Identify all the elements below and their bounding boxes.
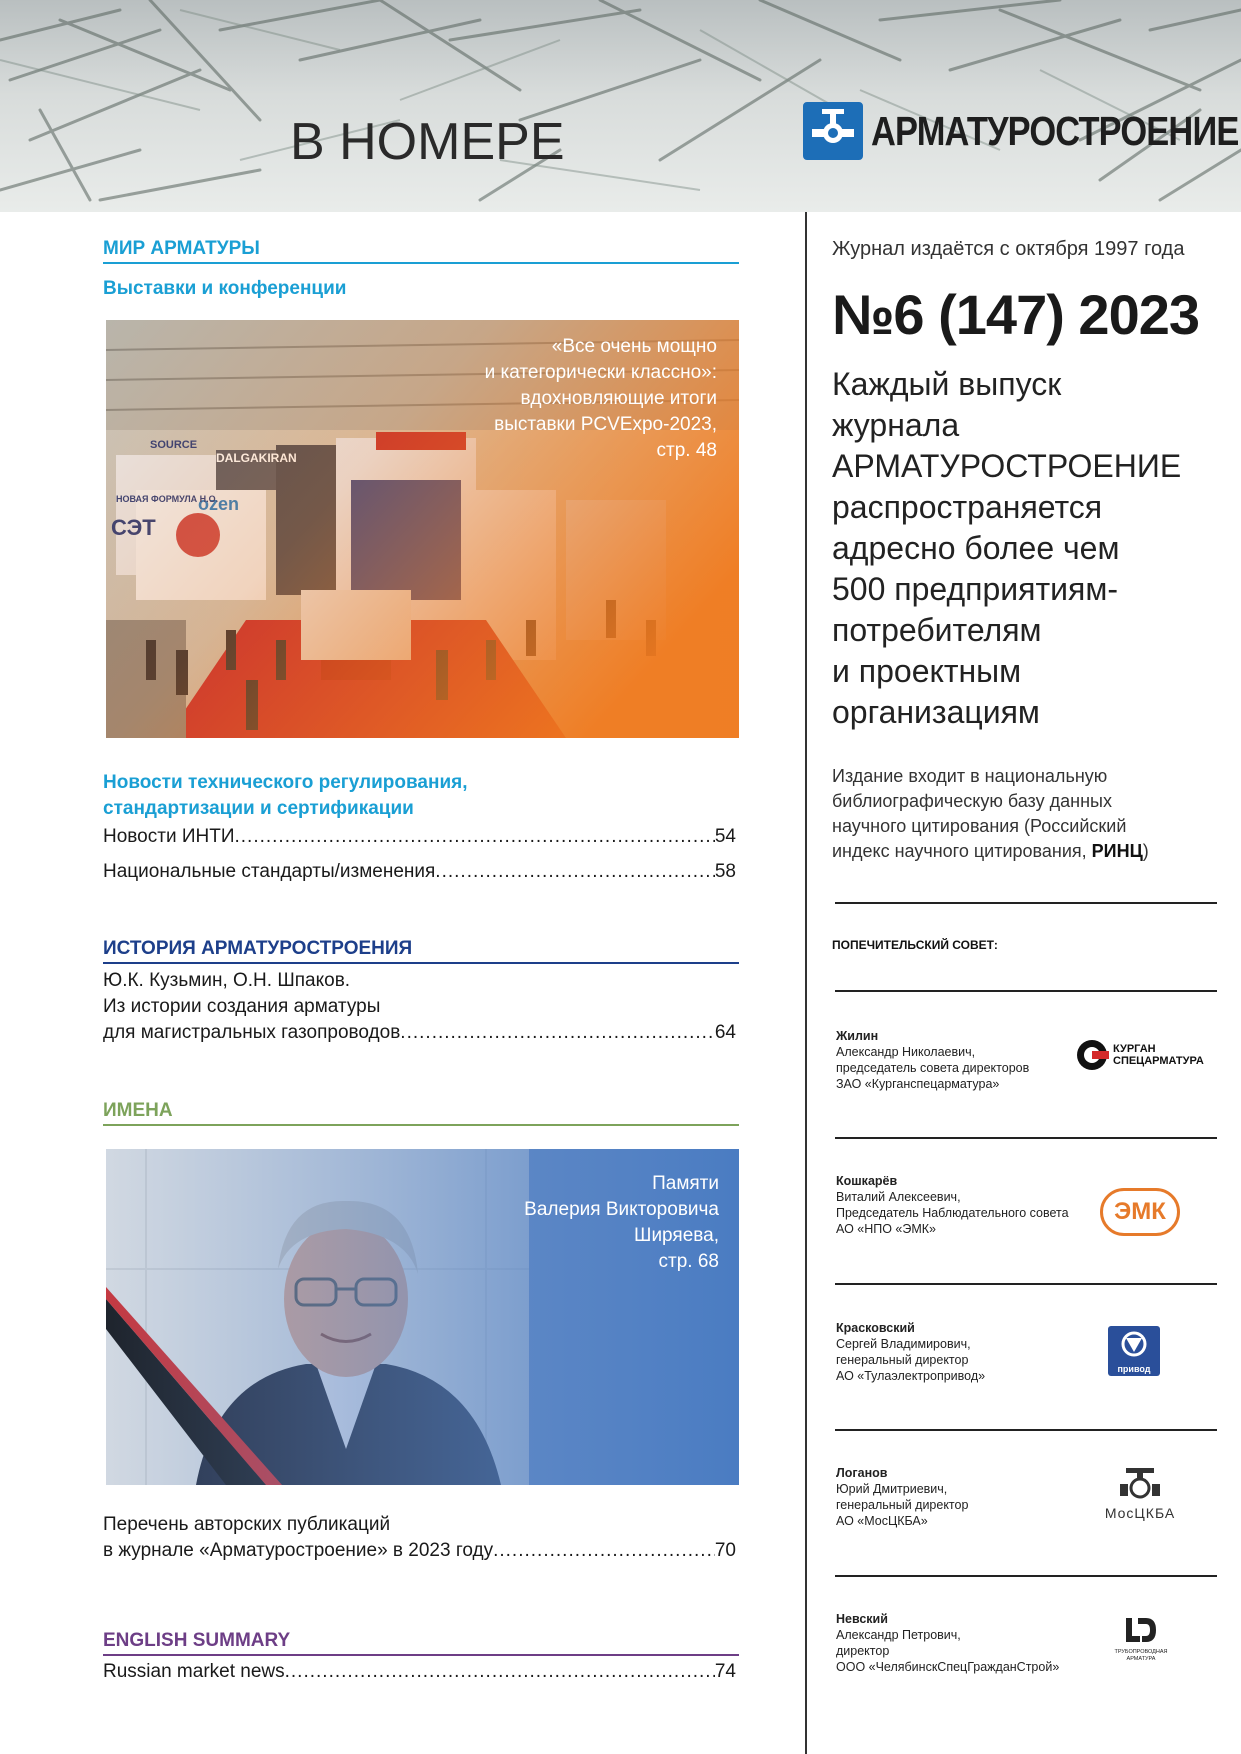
toc-item-russian-market-news[interactable] — [103, 1659, 736, 1685]
section-heading-english-summary: ENGLISH SUMMARY — [103, 1630, 739, 1656]
expo-caption-line: выставки PCVExpo-2023, — [494, 414, 717, 435]
expo-caption-line: вдохновляющие итоги — [520, 388, 717, 409]
logo-line: СПЕЦАРМАТУРА — [1113, 1055, 1204, 1067]
toc-item-publications[interactable] — [103, 1538, 736, 1564]
council-member-kraskovsky — [836, 1320, 1086, 1384]
portrait-caption-line: стр. 68 — [658, 1251, 719, 1272]
toc-item-text: Russian market news — [103, 1661, 285, 1682]
toc-page-number: 58 — [714, 861, 736, 882]
member-line: генеральный директор — [836, 1353, 969, 1367]
privod-mark-icon — [1108, 1328, 1160, 1362]
member-line: АО «МосЦКБА» — [836, 1514, 928, 1528]
page-title: В НОМЕРЕ — [290, 113, 565, 171]
rinc-line-last — [832, 839, 1192, 864]
member-line: Председатель Наблюдательного совета — [836, 1206, 1069, 1220]
expo-caption — [417, 334, 717, 464]
moscckba-logo — [1090, 1466, 1190, 1521]
section-heading-mir-armatury: МИР АРМАТУРЫ — [103, 238, 739, 264]
publications-line: Перечень авторских публикаций — [103, 1514, 391, 1535]
distribution-line: 500 предприятиям- — [832, 571, 1119, 607]
column-divider — [805, 212, 807, 1754]
logo-wordmark: АРМАТУРОСТРОЕНИЕ — [871, 107, 1239, 154]
council-member-koshkarev — [836, 1173, 1086, 1237]
member-line: директор — [836, 1644, 890, 1658]
toc-page-number: 64 — [714, 1022, 736, 1043]
rinc-line: библиографическую базу данных — [832, 791, 1112, 811]
expo-caption-line: «Все очень мощно — [551, 336, 717, 357]
logo-line: привод — [1117, 1364, 1151, 1374]
history-title-line: Из истории создания арматуры — [103, 996, 381, 1017]
since-line: Журнал издаётся с октября 1997 года — [832, 238, 1185, 260]
council-title: ПОПЕЧИТЕЛЬСКИЙ СОВЕТ: — [832, 938, 998, 952]
toc-item-text: Национальные стандарты/изменения — [103, 861, 436, 882]
rinc-bold: РИНЦ — [1091, 841, 1143, 861]
member-name: Логанов — [836, 1466, 888, 1480]
member-name: Невский — [836, 1612, 888, 1626]
leader-dots — [400, 1020, 715, 1046]
rinc-suffix: ) — [1142, 841, 1149, 861]
valve-logo-icon — [803, 102, 863, 160]
rinc-line: научного цитирования (Российский — [832, 816, 1127, 836]
expo-caption-line: и категорически классно»: — [484, 362, 717, 383]
leader-dots — [285, 1659, 715, 1685]
rinc-line: Издание входит в национальную — [832, 766, 1108, 786]
member-line: председатель совета директоров — [836, 1061, 1030, 1075]
toc-item-text: в журнале «Арматуростроение» в 2023 году — [103, 1540, 494, 1561]
council-member-nevsky — [836, 1611, 1086, 1675]
subheading-exhibitions: Выставки и конференции — [103, 278, 347, 299]
divider — [835, 1137, 1217, 1139]
privod-logo — [1108, 1326, 1160, 1376]
kurgan-logo — [1075, 1038, 1204, 1072]
logo-line: МосЦКБА — [1104, 1505, 1176, 1521]
divider — [835, 1575, 1217, 1577]
emk-logo: ЭМК — [1100, 1188, 1180, 1236]
toc-page-number: 74 — [714, 1661, 736, 1682]
distribution-line: организациям — [832, 694, 1040, 730]
ld-mark-icon — [1124, 1616, 1158, 1644]
distribution-line: журнала — [832, 407, 960, 443]
kurgan-mark-icon — [1075, 1038, 1109, 1072]
toc-item-inti[interactable] — [103, 824, 736, 850]
section-heading-history: ИСТОРИЯ АРМАТУРОСТРОЕНИЯ — [103, 938, 739, 964]
rinc-prefix: индекс научного цитирования, — [832, 841, 1092, 861]
member-name: Кошкарёв — [836, 1174, 898, 1188]
toc-page-number: 70 — [714, 1540, 736, 1561]
divider — [835, 990, 1217, 992]
leader-dots — [435, 859, 715, 885]
member-line: ЗАО «Курганспецарматура» — [836, 1077, 1000, 1091]
distribution-line: адресно более чем — [832, 530, 1120, 566]
member-line: АО «НПО «ЭМК» — [836, 1222, 936, 1236]
header-band — [0, 0, 1241, 212]
leader-dots — [234, 824, 714, 850]
history-authors: Ю.К. Кузьмин, О.Н. Шпаков. — [103, 970, 351, 991]
member-name: Красковский — [836, 1321, 915, 1335]
magazine-logo — [803, 102, 1241, 160]
divider — [835, 902, 1217, 904]
portrait-caption-line: Ширяева, — [634, 1225, 719, 1246]
section-heading-names: ИМЕНА — [103, 1100, 739, 1126]
toc-item-gas-pipelines[interactable] — [103, 1020, 736, 1046]
distribution-line: и проектным — [832, 653, 1022, 689]
distribution-line: АРМАТУРОСТРОЕНИЕ — [832, 448, 1182, 484]
expo-caption-line: стр. 48 — [656, 440, 717, 461]
subheading-regulation-line2: стандартизации и сертификации — [103, 798, 414, 819]
logo-line: АРМАТУРА — [1126, 1656, 1156, 1662]
chelyabinsk-logo — [1108, 1616, 1174, 1663]
member-line: Юрий Дмитриевич, — [836, 1482, 948, 1496]
memorial-portrait — [106, 1149, 739, 1485]
council-member-zhilin — [836, 1028, 1086, 1092]
member-line: АО «Тулаэлектропривод» — [836, 1369, 986, 1383]
portrait-caption — [479, 1171, 719, 1275]
portrait-caption-line: Валерия Викторовича — [524, 1199, 719, 1220]
expo-photo — [106, 320, 739, 738]
divider — [835, 1283, 1217, 1285]
member-line: ООО «ЧелябинскСпецГражданСтрой» — [836, 1660, 1060, 1674]
issue-number: №6 (147) 2023 — [832, 283, 1199, 346]
member-line: генеральный директор — [836, 1498, 969, 1512]
member-name: Жилин — [836, 1029, 879, 1043]
distribution-line: распространяется — [832, 489, 1103, 525]
logo-line: ТРУБОПРОВОДНАЯ — [1114, 1649, 1168, 1655]
council-member-loganov — [836, 1465, 1086, 1529]
leader-dots — [493, 1538, 715, 1564]
distribution-line: потребителям — [832, 612, 1042, 648]
rinc-note — [832, 764, 1192, 864]
portrait-caption-line: Памяти — [652, 1173, 719, 1194]
toc-item-standards[interactable] — [103, 859, 736, 885]
divider — [835, 1429, 1217, 1431]
member-line: Виталий Алексеевич, — [836, 1190, 961, 1204]
member-line: Александр Николаевич, — [836, 1045, 976, 1059]
subheading-regulation-line1: Новости технического регулирования, — [103, 772, 468, 793]
toc-page-number: 54 — [714, 826, 736, 847]
distribution-text — [832, 364, 1192, 733]
toc-item-text: Новости ИНТИ — [103, 826, 235, 847]
member-line: Сергей Владимирович, — [836, 1337, 971, 1351]
moscckba-mark-icon — [1118, 1466, 1162, 1500]
toc-item-text: для магистральных газопроводов — [103, 1022, 401, 1043]
member-line: Александр Петрович, — [836, 1628, 961, 1642]
logo-line: КУРГАН — [1113, 1043, 1156, 1055]
distribution-line: Каждый выпуск — [832, 366, 1062, 402]
